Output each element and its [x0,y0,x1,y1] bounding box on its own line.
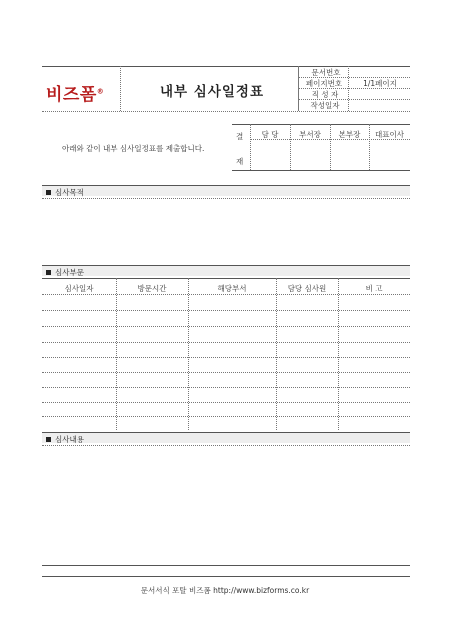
approval-bottom-rule [232,170,410,171]
table-row [42,416,410,417]
header-bottom-rule [42,111,410,112]
schedule-col-divider [276,278,277,430]
schedule-col-remarks: 비 고 [365,284,383,293]
department-section-top-rule [42,265,410,266]
schedule-header-top-rule [42,278,410,279]
author-label: 직 성 자 [311,90,339,99]
table-row [42,342,410,343]
footer-rule [42,576,410,577]
approval-side-label-bottom: 재 [236,157,244,166]
approval-col-ceo: 대표이사 [375,130,404,139]
document-title: 내부 심사일정표 [160,84,264,100]
purpose-section-label: 심사목적 [46,187,84,198]
approval-side-label-top: 결 [236,132,244,141]
department-section-label: 심사부문 [46,267,84,278]
purpose-section-bar [42,186,410,196]
approval-col-dept-head: 부서장 [299,130,321,139]
schedule-col-divider [116,278,117,430]
content-section-bar [42,433,410,443]
doc-no-label: 문서번호 [311,68,341,77]
header-top-rule [42,66,410,67]
department-section-bar [42,266,410,276]
table-row [42,372,410,373]
schedule-col-divider [338,278,339,430]
content-section-top-rule [42,432,410,433]
header-logo-divider [120,66,121,111]
brand-logo: 비즈폼® [46,85,105,105]
approval-col-division-head: 본부장 [338,130,361,139]
table-row [42,402,410,403]
schedule-col-visit-time: 방문시간 [137,284,167,293]
schedule-header-bottom-rule [42,294,410,295]
schedule-col-department: 해당부서 [217,284,247,293]
approval-top-rule [232,124,410,125]
schedule-col-divider [188,278,189,430]
table-row [42,387,410,388]
footer-text: 문서서식 포탈 비즈폼 http://www.bizforms.co.kr [140,586,310,595]
purpose-section-rule [42,198,410,199]
table-row [42,310,410,311]
content-section-label: 심사내용 [46,434,84,445]
date-label: 작성일자 [310,101,340,110]
footer-rule [42,565,410,566]
table-row [42,326,410,327]
approval-col-staff: 담 당 [261,130,279,139]
purpose-section-top-rule [42,185,410,186]
schedule-col-auditor: 담당 심사원 [287,284,327,293]
intro-text: 아래와 같이 내부 심사일정표를 제출합니다. [62,144,205,153]
schedule-col-date: 심사일자 [64,284,94,293]
table-row [42,357,410,358]
page-no-value: 1/1페이지 [363,79,397,88]
content-section-rule [42,445,410,446]
page-no-label: 페이지번호 [305,79,343,88]
